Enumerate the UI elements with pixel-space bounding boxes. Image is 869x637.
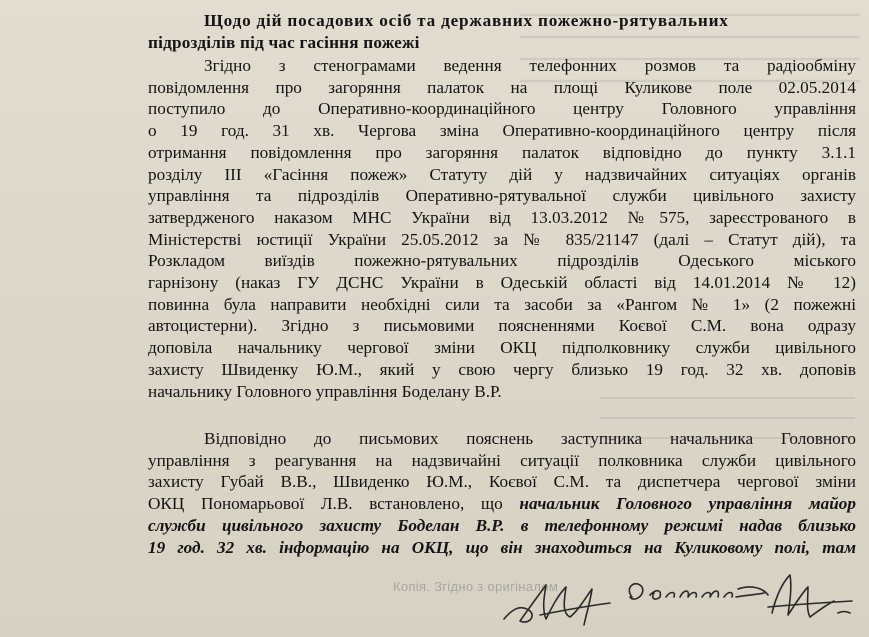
paragraph-line: Згідно з стенограмами ведення телефонних розмов та радіообміну [204,56,856,75]
paragraph-line: повинна була направити необхідні сили та засоби за «Рангом № 1» (2 пожежні [148,294,856,314]
handwritten-signature [500,567,860,633]
paragraph-line: отримання повідомлення про загоряння палаток відповідно до пункту 3.1.1 [148,142,856,162]
paragraph-line: повідомлення про загоряння палаток на площі Куликове поле 02.05.2014 [148,77,856,97]
paragraph-line: захисту Швиденку Ю.М., який у свою чергу близько 19 год. 32 хв. доповів [148,359,856,379]
signature-drawing [500,567,860,633]
emphasized-line: служби цивільного захисту Боделан В.Р. в телефонному режимі надав близько [148,515,856,535]
paragraph-line [148,493,856,515]
heading-line: Щодо дій посадових осіб та державних пожежно-рятувальних [204,11,729,30]
paragraph-line: Відповідно до письмових пояснень заступника начальника Головного [204,429,856,448]
paragraph-line: Міністерстві юстиції України 25.05.2012 за № 835/21147 (далі – Статут дій), та [148,229,856,249]
paragraph-line: захисту Губай В.В., Швиденко Ю.М., Коєвої С.М. та диспетчера чергової зміни [148,472,856,492]
line-text: ОКЦ Пономарьової Л.В. встановлено, що [148,494,520,514]
paragraph-line: управління з реагування на надзвичайні ситуації полковника служби цивільного [148,450,856,470]
paragraph-line: автоцистерни). Згідно з письмовими поясненнями Коєвої С.М. вона одразу [148,316,856,336]
paragraph-line: Розкладом виїздів пожежно-рятувальних підрозділів Одеського міського [148,251,856,271]
paragraph-2 [148,428,856,558]
paragraph-1 [148,55,856,402]
paragraph-line: начальнику Головного управління Боделану В.Р. [148,381,502,401]
section-heading [148,10,858,53]
certification-stamp: Копія. Згідно з оригіналом [393,579,559,594]
paragraph-line: розділу III «Гасіння пожеж» Статуту дій у надзвичайних ситуаціях органів [148,164,856,184]
paragraph-line: о 19 год. 31 хв. Чергова зміна Оперативно-координаційного центру після [148,121,856,141]
paragraph-line: гарнізону (наказ ГУ ДСНС України в Одеській області від 14.01.2014 № 12) [148,273,856,293]
emphasized-text: начальник Головного управління майор [519,494,856,514]
paragraph-line: поступило до Оперативно-координаційного центру Головного управління [148,99,856,119]
heading-line: підрозділів під час гасіння пожежі [148,32,420,52]
paragraph-line: управління та підрозділів Оперативно-рятувальної служби цивільного захисту [148,186,856,206]
emphasized-line: 19 год. 32 хв. інформацію на ОКЦ, що він знаходиться на Куликовому полі, там [148,537,856,557]
paragraph-line: доповіла начальнику чергової зміни ОКЦ підполковнику служби цивільного [148,338,856,358]
paragraph-line: затвердженого наказом МНС України від 13.03.2012 №575, зареєстрованого в [148,207,856,227]
